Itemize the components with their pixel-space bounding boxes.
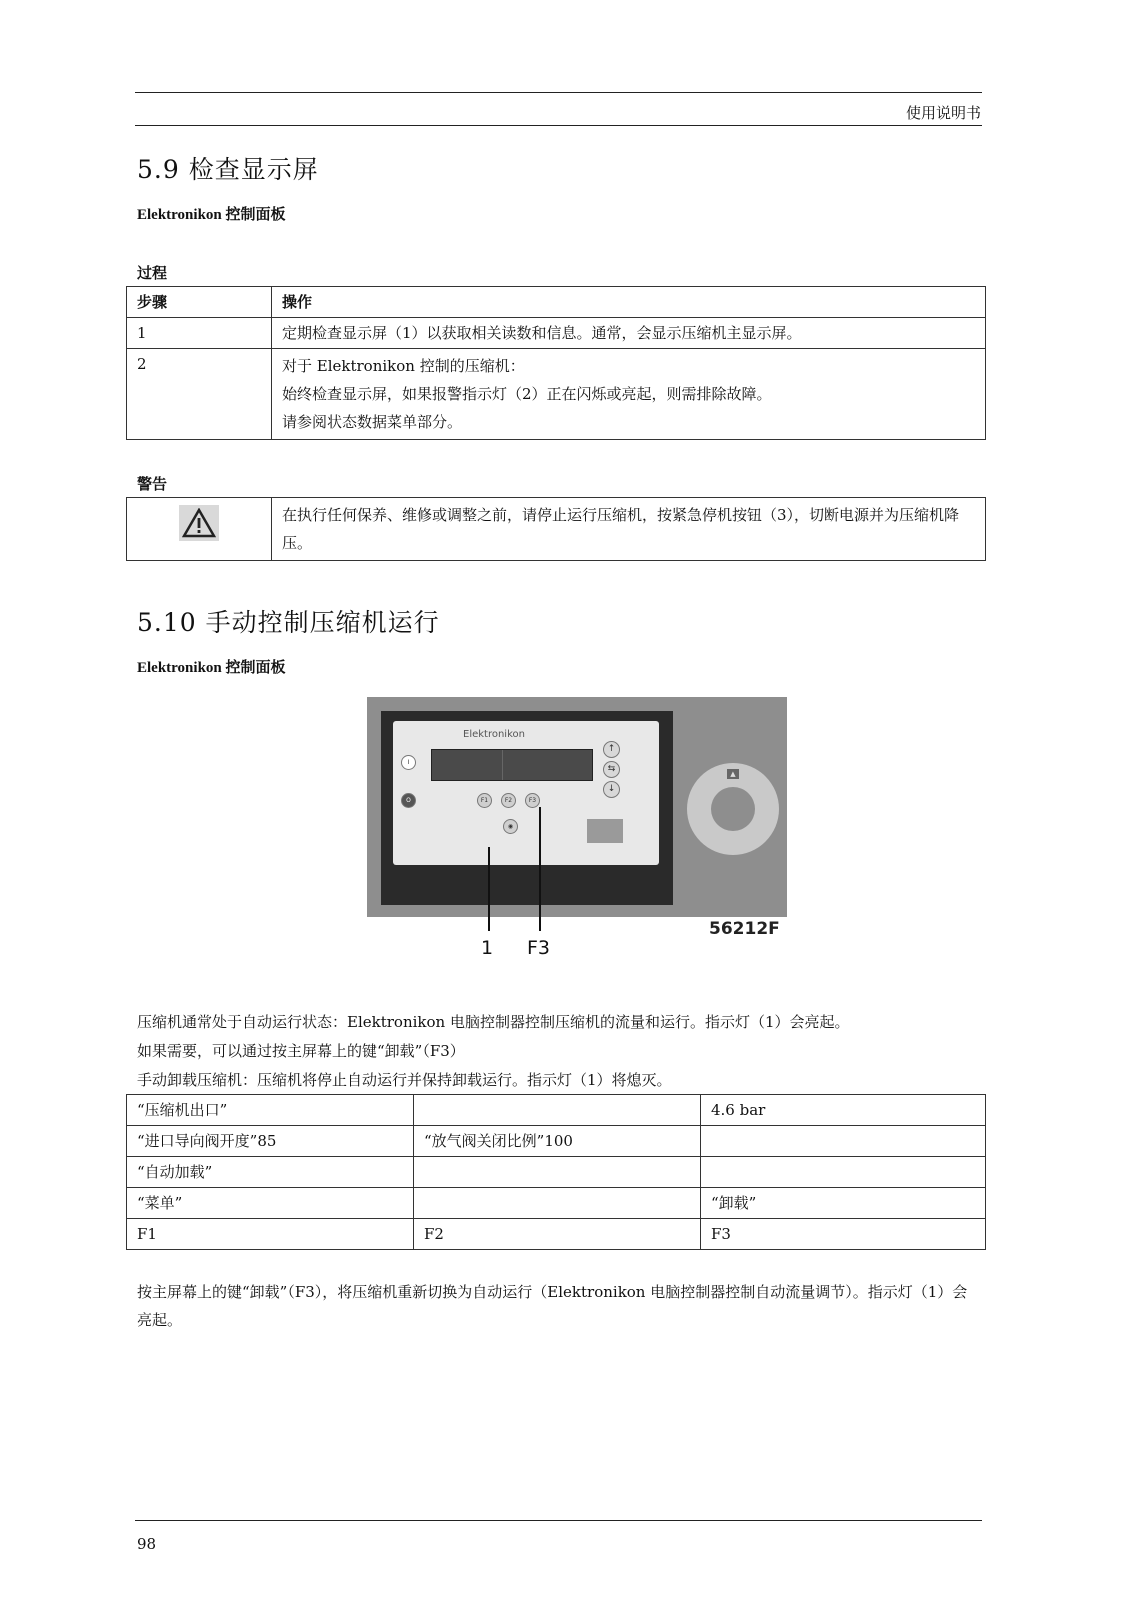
emergency-stop-ring [687,763,779,855]
table-row [127,1188,986,1219]
table-cell: F1 [127,1219,414,1250]
step-action [272,349,986,440]
step-number: 2 [127,349,272,440]
warning-triangle-icon [179,505,219,541]
warning-text: 在执行任何保养、维修或调整之前，请停止运行压缩机，按紧急停机按钮（3），切断电源并为压缩机降压。 [272,498,986,561]
paragraph: 压缩机通常处于自动运行状态：Elektronikon 电脑控制器控制压缩机的流量和运行。指示灯（1）会亮起。 [137,1013,850,1031]
callout-label-f3: F3 [527,937,551,959]
procedure-table [126,286,986,440]
warning-icon-cell [127,498,272,561]
key-f3: F3 [525,793,540,808]
section-heading-5-9: 5.9 检查显示屏 [137,155,319,184]
step-action [272,318,986,349]
table-cell: 4.6 bar [701,1095,986,1126]
table-cell: “放气阀关闭比例”100 [414,1126,701,1157]
table-cell: “自动加载” [127,1157,414,1188]
indicator-led-icon: ◉ [503,819,518,834]
table-row [127,1126,986,1157]
table-cell: “压缩机出口” [127,1095,414,1126]
panel-face [393,721,659,865]
warning-mark-icon: ▲ [727,769,739,779]
column-header-step: 步骤 [127,287,272,318]
table-cell: F3 [701,1219,986,1250]
warning-label: 警告 [137,475,168,493]
column-header-action: 操作 [272,287,986,318]
callout-label-1: 1 [481,937,494,959]
table-cell [414,1157,701,1188]
closing-paragraph: 按主屏幕上的键“卸载”（F3），将压缩机重新切换为自动运行（Elektronikon 电脑控制器控制自动流量调节）。指示灯（1）会亮起。 [137,1283,968,1329]
table-row [127,318,986,349]
arrow-down-icon: ↓ [603,781,620,798]
header-rule-bottom [135,125,982,126]
step-action-line: 始终检查显示屏，如果报警指示灯（2）正在闪烁或亮起，则需排除故障。 [282,385,772,403]
lcd-display [431,749,593,781]
table-row [127,498,986,561]
table-cell [414,1188,701,1219]
table-cell: “菜单” [127,1188,414,1219]
footer-rule [135,1520,982,1521]
table-cell [414,1095,701,1126]
table-row [127,287,986,318]
arrow-up-icon: ↑ [603,741,620,758]
stop-button: O [401,793,416,808]
header-rule-top [135,92,982,93]
table-row [127,1095,986,1126]
atlas-copco-logo-icon [587,819,623,843]
key-f1: F1 [477,793,492,808]
table-row [127,1219,986,1250]
section-subheading-5-9: Elektronikon 控制面板 [137,207,286,223]
table-row [127,349,986,440]
table-cell [701,1126,986,1157]
tab-key-icon: ⇆ [603,761,620,778]
paragraph: 手动卸载压缩机：压缩机将停止自动运行并保持卸载运行。指示灯（1）将熄灭。 [137,1071,672,1089]
key-f2: F2 [501,793,516,808]
table-cell [701,1157,986,1188]
callout-line-1 [488,847,490,931]
table-row [127,1157,986,1188]
panel-brand: Elektronikon [463,729,525,740]
step-action-line: 请参阅状态数据菜单部分。 [282,413,463,431]
warning-table [126,497,986,561]
indicator-i: I [401,755,416,770]
procedure-label: 过程 [137,264,168,282]
section-subheading-5-10: Elektronikon 控制面板 [137,660,286,676]
document-label: 使用说明书 [905,104,981,122]
step-action-line: 定期检查显示屏（1）以获取相关读数和信息。通常，会显示压缩机主显示屏。 [282,324,802,342]
table-cell: F2 [414,1219,701,1250]
paragraph: 如果需要，可以通过按主屏幕上的键“卸载”（F3） [137,1042,465,1060]
figure-code: 56212F [709,919,780,939]
callout-line-f3 [539,807,541,931]
section-heading-5-10: 5.10 手动控制压缩机运行 [137,608,440,637]
step-number: 1 [127,318,272,349]
page-number: 98 [137,1535,157,1553]
screen-table [126,1094,986,1250]
table-cell: “卸载” [701,1188,986,1219]
control-panel-figure [367,697,787,969]
table-cell: “进口导向阀开度”85 [127,1126,414,1157]
step-action-line: 对于 Elektronikon 控制的压缩机： [282,357,525,375]
